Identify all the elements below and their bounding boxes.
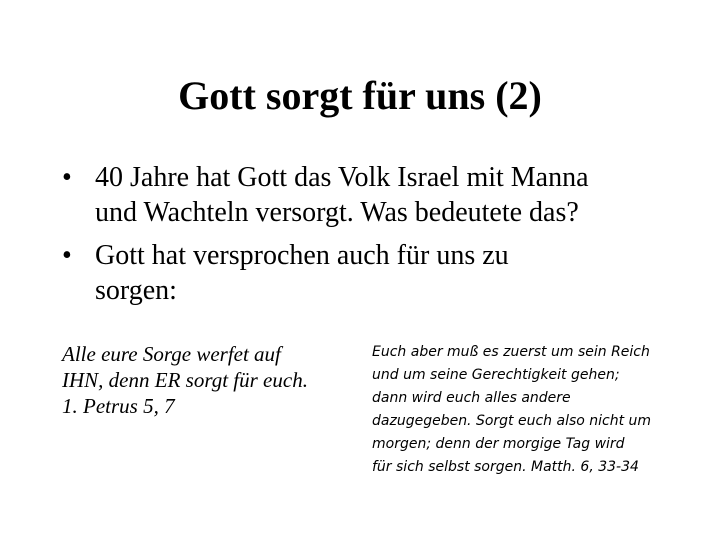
quote-line: Euch aber muß es zuerst um sein Reich <box>372 344 650 360</box>
quote-line: 1. Petrus 5, 7 <box>62 394 175 418</box>
slide-title: Gott sorgt für uns (2) <box>178 73 542 118</box>
quote-line: Alle eure Sorge werfet auf <box>62 342 281 366</box>
bullet-marker: • <box>62 240 72 271</box>
bible-quote-petrus <box>62 341 362 419</box>
bullet-line: 40 Jahre hat Gott das Volk Israel mit Manna <box>95 162 589 193</box>
quote-line: IHN, denn ER sorgt für euch. <box>62 368 308 392</box>
quote-line: für sich selbst sorgen. Matth. 6, 33-34 <box>372 459 639 475</box>
quote-line: morgen; denn der morgige Tag wird <box>372 436 625 452</box>
bullet-line: und Wachteln versorgt. Was bedeutete das? <box>95 197 579 228</box>
bullet-item <box>62 160 682 230</box>
bullet-line: Gott hat versprochen auch für uns zu <box>95 240 509 271</box>
quote-line: dazugegeben. Sorgt euch also nicht um <box>372 413 652 429</box>
bible-quote-matthaeus <box>372 341 702 479</box>
bullet-list <box>62 160 682 316</box>
quote-line: und um seine Gerechtigkeit gehen; <box>372 367 620 383</box>
bullet-marker: • <box>62 162 72 193</box>
bullet-item <box>62 238 682 308</box>
quote-line: dann wird euch alles andere <box>372 390 571 406</box>
bullet-line: sorgen: <box>95 275 177 306</box>
